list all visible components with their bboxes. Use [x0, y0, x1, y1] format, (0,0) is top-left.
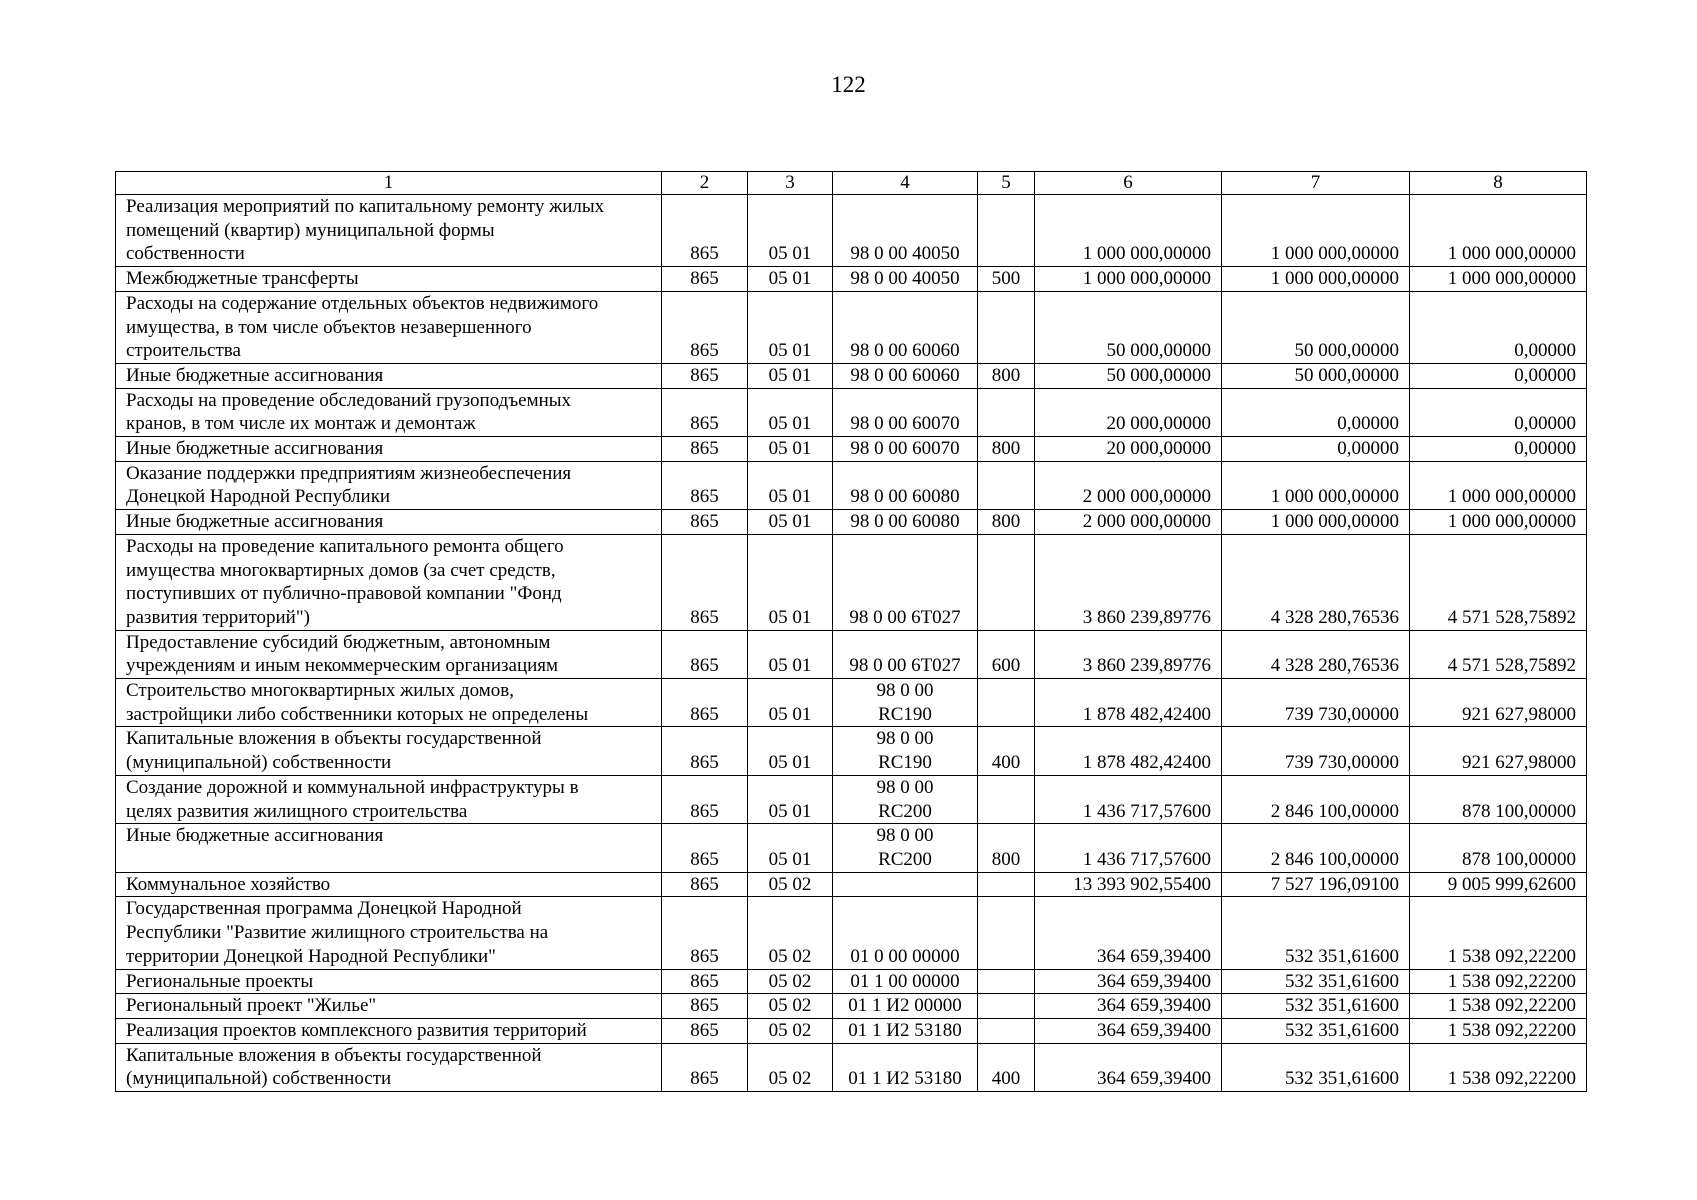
cell-col5: 400	[978, 1043, 1035, 1091]
cell-col5: 600	[978, 630, 1035, 678]
cell-col3: 05 02	[748, 872, 833, 897]
cell-amount-col6: 20 000,00000	[1035, 437, 1222, 462]
code-line: 01 1 И2 53180	[848, 1019, 962, 1041]
cell-col2: 865	[662, 1043, 748, 1091]
cell-code	[833, 969, 978, 994]
row-name	[116, 775, 662, 823]
cell-amount-col7: 532 351,61600	[1222, 1018, 1410, 1043]
cell-amount-col6: 364 659,39400	[1035, 1018, 1222, 1043]
cell-col2: 865	[662, 461, 748, 509]
cell-col3: 05 01	[748, 388, 833, 436]
cell-amount-col8: 1 538 092,22200	[1410, 969, 1587, 994]
cell-col5	[978, 775, 1035, 823]
cell-col3: 05 01	[748, 195, 833, 267]
cell-col3: 05 01	[748, 437, 833, 462]
cell-amount-col8: 0,00000	[1410, 291, 1587, 363]
cell-code	[833, 534, 978, 630]
row-name-line: Реализация мероприятий по капитальному ремонту жилых	[126, 196, 605, 217]
cell-col2: 865	[662, 534, 748, 630]
cell-amount-col6: 2 000 000,00000	[1035, 510, 1222, 535]
code-line: 01 1 И2 53180	[848, 1068, 962, 1090]
row-name	[116, 195, 662, 267]
code-line: 98 0 00 60060	[850, 340, 960, 362]
cell-amount-col6: 13 393 902,55400	[1035, 872, 1222, 897]
row-name-line: Оказание поддержки предприятиям жизнеобеспечения	[126, 462, 572, 484]
column-header: 4	[833, 172, 978, 195]
row-name-line: Государственная программа Донецкой Народной	[126, 898, 522, 920]
cell-amount-col7: 2 846 100,00000	[1222, 775, 1410, 823]
row-name-line: Капитальные вложения в объекты государственной	[126, 1044, 542, 1066]
cell-amount-col7: 4 328 280,76536	[1222, 534, 1410, 630]
cell-col2: 865	[662, 437, 748, 462]
cell-amount-col6: 50 000,00000	[1035, 291, 1222, 363]
cell-amount-col8: 878 100,00000	[1410, 824, 1587, 872]
cell-amount-col8: 1 538 092,22200	[1410, 1043, 1587, 1091]
code-line: 98 0 00 60070	[850, 413, 960, 435]
row-name-line: Расходы на проведение обследований грузоподъемных	[126, 389, 572, 411]
cell-col5	[978, 461, 1035, 509]
table-row	[116, 437, 1587, 462]
cell-code	[833, 363, 978, 388]
cell-col3: 05 01	[748, 824, 833, 872]
cell-amount-col7: 1 000 000,00000	[1222, 510, 1410, 535]
cell-code	[833, 195, 978, 267]
cell-code	[833, 510, 978, 535]
cell-col2: 865	[662, 1018, 748, 1043]
code-line: 98 0 00 6Т027	[849, 655, 961, 677]
table-body	[116, 172, 1587, 1092]
row-name	[116, 1043, 662, 1091]
cell-code	[833, 388, 978, 436]
cell-amount-col8: 1 538 092,22200	[1410, 897, 1587, 969]
cell-amount-col7: 50 000,00000	[1222, 363, 1410, 388]
row-name	[116, 630, 662, 678]
table-row	[116, 824, 1587, 872]
cell-amount-col7: 0,00000	[1222, 388, 1410, 436]
budget-table	[115, 171, 1587, 1092]
row-name	[116, 1018, 662, 1043]
code-line: RC200	[878, 800, 932, 822]
cell-amount-col7: 2 846 100,00000	[1222, 824, 1410, 872]
row-name-line: Республики "Развитие жилищного строительства на	[126, 922, 549, 944]
row-name	[116, 727, 662, 775]
table-row	[116, 1018, 1587, 1043]
table-row	[116, 872, 1587, 897]
table-row	[116, 727, 1587, 775]
row-name-line: Межбюджетные трансферты	[126, 268, 359, 290]
cell-col2: 865	[662, 994, 748, 1019]
table-row	[116, 630, 1587, 678]
row-name-line: Капитальные вложения в объекты государственной	[126, 728, 542, 750]
cell-amount-col7: 1 000 000,00000	[1222, 195, 1410, 267]
cell-amount-col8: 1 000 000,00000	[1410, 195, 1587, 267]
row-name	[116, 461, 662, 509]
cell-col5: 400	[978, 727, 1035, 775]
row-name-line: Иные бюджетные ассигнования	[126, 364, 384, 386]
row-name-line: (муниципальной) собственности	[126, 1068, 392, 1090]
code-line: 01 0 00 00000	[850, 945, 960, 967]
cell-col3: 05 01	[748, 291, 833, 363]
table-row	[116, 195, 1587, 267]
cell-code	[833, 824, 978, 872]
row-name-line: Коммунальное хозяйство	[126, 873, 331, 895]
cell-amount-col6: 1 878 482,42400	[1035, 727, 1222, 775]
cell-col2: 865	[662, 872, 748, 897]
row-name	[116, 679, 662, 727]
cell-col5: 800	[978, 824, 1035, 872]
table-row	[116, 291, 1587, 363]
cell-amount-col7: 50 000,00000	[1222, 291, 1410, 363]
cell-col2: 865	[662, 195, 748, 267]
cell-col3: 05 02	[748, 1043, 833, 1091]
cell-amount-col7: 532 351,61600	[1222, 1043, 1410, 1091]
cell-amount-col8: 1 000 000,00000	[1410, 267, 1587, 292]
cell-col2: 865	[662, 969, 748, 994]
code-line: 98 0 00	[876, 776, 934, 798]
cell-col3: 05 01	[748, 727, 833, 775]
cell-code	[833, 1018, 978, 1043]
cell-col5: 500	[978, 267, 1035, 292]
cell-col3: 05 01	[748, 363, 833, 388]
cell-amount-col6: 364 659,39400	[1035, 1043, 1222, 1091]
row-name-line: Иные бюджетные ассигнования	[126, 825, 384, 847]
cell-col5: 800	[978, 510, 1035, 535]
cell-col3: 05 02	[748, 1018, 833, 1043]
cell-col5: 800	[978, 363, 1035, 388]
row-name-line: Иные бюджетные ассигнования	[126, 511, 384, 533]
row-name-line: Донецкой Народной Республики	[126, 486, 391, 508]
cell-amount-col7: 1 000 000,00000	[1222, 267, 1410, 292]
cell-amount-col6: 1 436 717,57600	[1035, 775, 1222, 823]
cell-col5	[978, 897, 1035, 969]
row-name-line: Иные бюджетные ассигнования	[126, 438, 384, 460]
code-line: 98 0 00 40050	[850, 268, 960, 290]
cell-col5	[978, 291, 1035, 363]
cell-amount-col8: 1 538 092,22200	[1410, 1018, 1587, 1043]
cell-amount-col6: 20 000,00000	[1035, 388, 1222, 436]
cell-amount-col6: 3 860 239,89776	[1035, 630, 1222, 678]
row-name	[116, 267, 662, 292]
row-name	[116, 824, 662, 872]
cell-amount-col7: 532 351,61600	[1222, 994, 1410, 1019]
row-name-line: Региональный проект "Жилье"	[126, 995, 377, 1017]
row-name-line: Региональные проекты	[126, 970, 314, 992]
row-name-line: Предоставление субсидий бюджетным, автономным	[126, 631, 551, 653]
row-name	[116, 969, 662, 994]
row-name-line: учреждениям и иным некоммерческим организациям	[126, 655, 559, 677]
cell-col3: 05 01	[748, 461, 833, 509]
row-name-line: помещений (квартир) муниципальной формы	[126, 219, 495, 241]
cell-amount-col6: 364 659,39400	[1035, 994, 1222, 1019]
cell-amount-col8: 921 627,98000	[1410, 679, 1587, 727]
column-header: 5	[978, 172, 1035, 195]
cell-amount-col7: 739 730,00000	[1222, 679, 1410, 727]
cell-code	[833, 679, 978, 727]
cell-col2: 865	[662, 679, 748, 727]
cell-col5	[978, 969, 1035, 994]
cell-col2: 865	[662, 388, 748, 436]
row-name-line: развития территорий")	[126, 606, 310, 628]
table-row	[116, 679, 1587, 727]
cell-code	[833, 267, 978, 292]
cell-col5	[978, 679, 1035, 727]
row-name-line: целях развития жилищного строительства	[126, 800, 468, 822]
row-name	[116, 437, 662, 462]
code-line: RC200	[878, 848, 932, 870]
row-name-line: (муниципальной) собственности	[126, 752, 392, 774]
table-row	[116, 461, 1587, 509]
cell-amount-col6: 1 000 000,00000	[1035, 267, 1222, 292]
code-line: 01 1 00 00000	[850, 970, 960, 992]
cell-col5	[978, 388, 1035, 436]
row-name-line: строительства	[126, 340, 241, 362]
column-header: 8	[1410, 172, 1587, 195]
cell-col2: 865	[662, 363, 748, 388]
cell-amount-col6: 2 000 000,00000	[1035, 461, 1222, 509]
row-name-line: имущества, в том числе объектов незавершенного	[126, 316, 532, 338]
cell-amount-col8: 1 000 000,00000	[1410, 510, 1587, 535]
cell-col5	[978, 1018, 1035, 1043]
cell-col2: 865	[662, 510, 748, 535]
code-line: 98 0 00 60080	[850, 486, 960, 508]
cell-amount-col6: 364 659,39400	[1035, 897, 1222, 969]
cell-col5	[978, 994, 1035, 1019]
cell-col5	[978, 195, 1035, 267]
cell-code	[833, 994, 978, 1019]
code-line: 98 0 00	[876, 728, 934, 750]
row-name	[116, 388, 662, 436]
code-line: 98 0 00 60060	[850, 364, 960, 386]
cell-amount-col8: 4 571 528,75892	[1410, 630, 1587, 678]
code-line: RC190	[878, 703, 932, 725]
cell-amount-col7: 0,00000	[1222, 437, 1410, 462]
cell-col2: 865	[662, 267, 748, 292]
cell-code	[833, 437, 978, 462]
cell-col3: 05 02	[748, 969, 833, 994]
code-line: 98 0 00 6Т027	[849, 606, 961, 628]
row-name-line: Расходы на проведение капитального ремонта общего	[126, 535, 564, 557]
cell-col3: 05 02	[748, 994, 833, 1019]
cell-amount-col6: 364 659,39400	[1035, 969, 1222, 994]
cell-amount-col8: 1 000 000,00000	[1410, 461, 1587, 509]
code-line: 98 0 00	[876, 825, 934, 847]
cell-col3: 05 01	[748, 534, 833, 630]
row-name	[116, 534, 662, 630]
code-line: 01 1 И2 00000	[848, 995, 962, 1017]
cell-amount-col8: 878 100,00000	[1410, 775, 1587, 823]
row-name	[116, 994, 662, 1019]
cell-amount-col7: 7 527 196,09100	[1222, 872, 1410, 897]
table-row	[116, 510, 1587, 535]
cell-amount-col8: 921 627,98000	[1410, 727, 1587, 775]
column-header: 1	[116, 172, 662, 195]
row-name-line: кранов, в том числе их монтаж и демонтаж	[126, 413, 476, 435]
cell-code	[833, 461, 978, 509]
cell-col5	[978, 872, 1035, 897]
cell-col5	[978, 534, 1035, 630]
cell-code	[833, 291, 978, 363]
row-name-line: поступивших от публично-правовой компании "Фонд	[126, 583, 562, 605]
cell-amount-col7: 532 351,61600	[1222, 897, 1410, 969]
cell-amount-col7: 532 351,61600	[1222, 969, 1410, 994]
code-line: 98 0 00 60080	[850, 511, 960, 533]
cell-amount-col7: 1 000 000,00000	[1222, 461, 1410, 509]
row-name-line: Реализация проектов комплексного развития территорий	[126, 1019, 587, 1041]
header-row	[116, 172, 1587, 195]
cell-code	[833, 897, 978, 969]
row-name	[116, 291, 662, 363]
row-name-line: Создание дорожной и коммунальной инфраструктуры в	[126, 776, 579, 798]
cell-code	[833, 872, 978, 897]
cell-col3: 05 02	[748, 897, 833, 969]
cell-amount-col7: 739 730,00000	[1222, 727, 1410, 775]
cell-amount-col8: 4 571 528,75892	[1410, 534, 1587, 630]
page-number: 122	[831, 72, 866, 97]
row-name	[116, 872, 662, 897]
cell-amount-col6: 1 436 717,57600	[1035, 824, 1222, 872]
cell-code	[833, 775, 978, 823]
row-name-line: территории Донецкой Народной Республики"	[126, 945, 496, 967]
cell-col2: 865	[662, 775, 748, 823]
cell-amount-col6: 1 878 482,42400	[1035, 679, 1222, 727]
row-name-line: Строительство многоквартирных жилых домов,	[126, 680, 514, 702]
row-name-line: имущества многоквартирных домов (за счет средств,	[126, 559, 556, 581]
cell-amount-col8: 0,00000	[1410, 388, 1587, 436]
row-name-line: застройщики либо собственники которых не определены	[126, 703, 589, 725]
table-row	[116, 267, 1587, 292]
cell-amount-col6: 3 860 239,89776	[1035, 534, 1222, 630]
table-row	[116, 969, 1587, 994]
column-header: 7	[1222, 172, 1410, 195]
cell-amount-col6: 50 000,00000	[1035, 363, 1222, 388]
cell-amount-col7: 4 328 280,76536	[1222, 630, 1410, 678]
code-line: 98 0 00 60070	[850, 438, 960, 460]
cell-amount-col8: 9 005 999,62600	[1410, 872, 1587, 897]
cell-col3: 05 01	[748, 510, 833, 535]
table-row	[116, 775, 1587, 823]
cell-col5: 800	[978, 437, 1035, 462]
cell-col2: 865	[662, 727, 748, 775]
cell-col3: 05 01	[748, 775, 833, 823]
cell-code	[833, 727, 978, 775]
row-name	[116, 510, 662, 535]
cell-code	[833, 1043, 978, 1091]
cell-col2: 865	[662, 824, 748, 872]
cell-col2: 865	[662, 897, 748, 969]
column-header: 3	[748, 172, 833, 195]
cell-col3: 05 01	[748, 630, 833, 678]
cell-col2: 865	[662, 630, 748, 678]
cell-code	[833, 630, 978, 678]
row-name	[116, 363, 662, 388]
table-row	[116, 1043, 1587, 1091]
cell-col3: 05 01	[748, 679, 833, 727]
code-line: 98 0 00 40050	[850, 243, 960, 265]
cell-amount-col8: 1 538 092,22200	[1410, 994, 1587, 1019]
table-row	[116, 363, 1587, 388]
cell-col2: 865	[662, 291, 748, 363]
row-name	[116, 897, 662, 969]
row-name-line: Расходы на содержание отдельных объектов недвижимого	[126, 292, 599, 314]
column-header: 2	[662, 172, 748, 195]
cell-col3: 05 01	[748, 267, 833, 292]
cell-amount-col8: 0,00000	[1410, 363, 1587, 388]
table-row	[116, 897, 1587, 969]
code-line: RC190	[878, 752, 932, 774]
code-line: 98 0 00	[876, 680, 934, 702]
row-name-line: собственности	[126, 243, 245, 265]
cell-amount-col6: 1 000 000,00000	[1035, 195, 1222, 267]
table-row	[116, 534, 1587, 630]
table-row	[116, 994, 1587, 1019]
table-row	[116, 388, 1587, 436]
cell-amount-col8: 0,00000	[1410, 437, 1587, 462]
column-header: 6	[1035, 172, 1222, 195]
